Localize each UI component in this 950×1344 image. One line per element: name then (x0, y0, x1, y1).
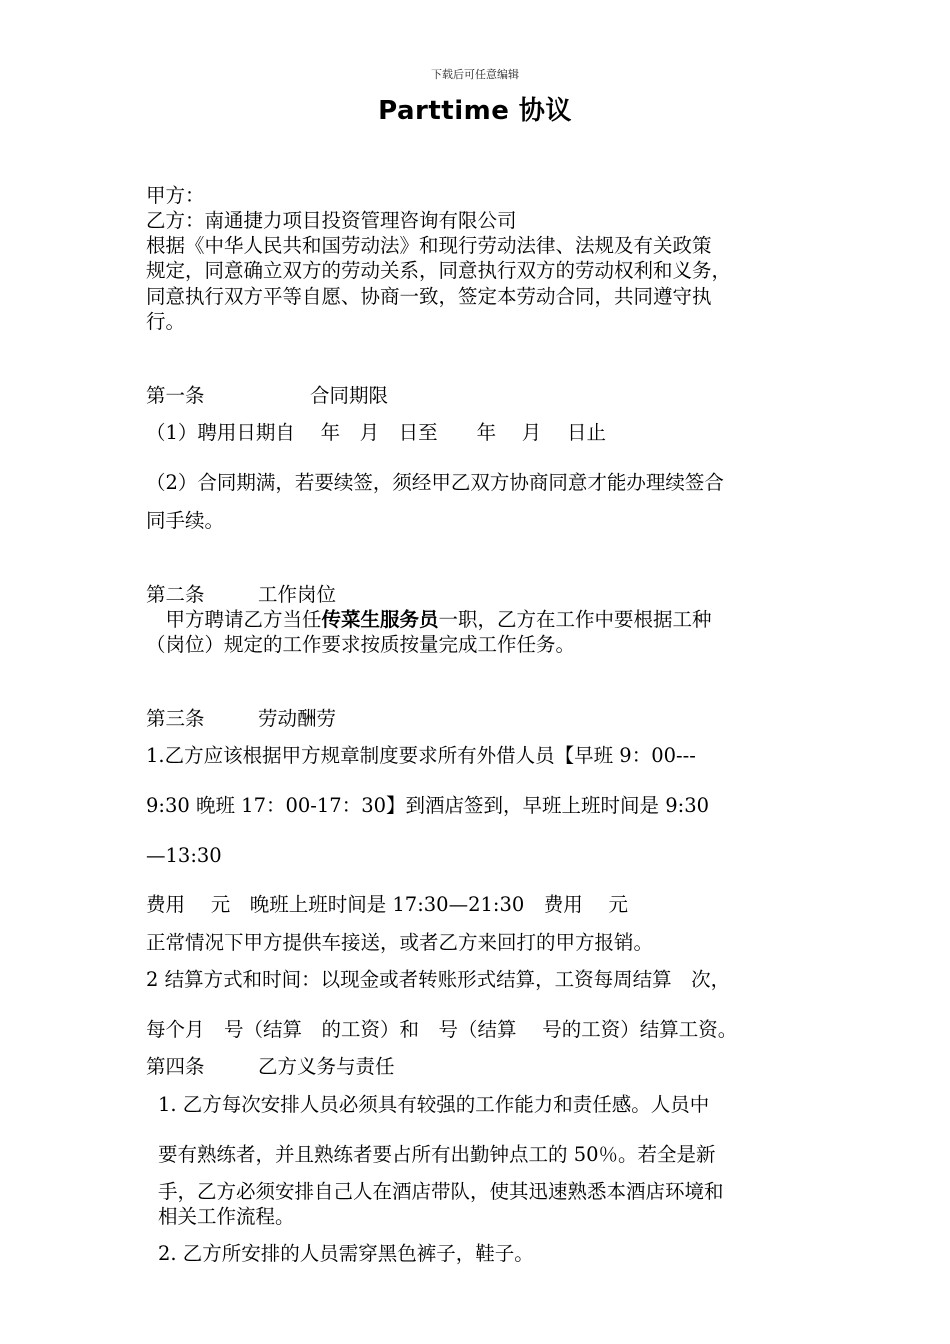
intro-line-1: 根据《中华人民共和国劳动法》和现行劳动法律、法规及有关政策 (146, 234, 712, 257)
article-1-title: 合同期限 (310, 384, 389, 407)
article-4-line-4: 相关工作流程。 (158, 1205, 295, 1228)
article-4-line-2: 要有熟练者，并且熟练者要占所有出勤钟点工的 50％。若全是新 (158, 1143, 716, 1166)
intro-line-3: 同意执行双方平等自愿、协商一致，签定本劳动合同，共同遵守执 (146, 285, 712, 308)
party-b-line: 乙方：南通捷力项目投资管理咨询有限公司 (146, 209, 517, 232)
article-3-number: 第三条 (146, 707, 205, 730)
page-title: Parttime 协议 (378, 96, 572, 126)
article-1-item-1: （1）聘用日期自 年 月 日至 年 月 日止 (146, 421, 607, 444)
article-2-text-pre: 甲方聘请乙方当任 (146, 608, 322, 631)
article-3-line-3: —13:30 (146, 844, 222, 867)
intro-line-4: 行。 (146, 310, 186, 333)
article-3-line-1: 1.乙方应该根据甲方规章制度要求所有外借人员【早班 9：00--- (146, 744, 696, 767)
article-2-title: 工作岗位 (258, 583, 337, 606)
article-3-line-2: 9:30 晚班 17：00-17：30】到酒店签到，早班上班时间是 9:30 (146, 794, 710, 817)
article-2-line-1 (146, 607, 712, 633)
article-1-number: 第一条 (146, 384, 205, 407)
article-4-line-3: 手，乙方必须安排自己人在酒店带队，使其迅速熟悉本酒店环境和 (158, 1180, 724, 1203)
article-2-text-post: 一职，乙方在工作中要根据工种 (438, 608, 712, 631)
party-a-line: 甲方： (146, 184, 205, 207)
article-3-title: 劳动酬劳 (258, 707, 337, 730)
article-3-line-5: 正常情况下甲方提供车接送，或者乙方来回打的甲方报销。 (146, 931, 654, 954)
article-4-line-5: 2. 乙方所安排的人员需穿黑色裤子，鞋子。 (158, 1242, 534, 1265)
article-1-item-2b: 同手续。 (146, 509, 225, 532)
article-3-line-7: 每个月 号（结算 的工资）和 号（结算 号的工资）结算工资。 (146, 1018, 738, 1041)
header-note: 下载后可任意编辑 (431, 68, 519, 81)
article-2-number: 第二条 (146, 583, 205, 606)
intro-line-2: 规定，同意确立双方的劳动关系，同意执行双方的劳动权利和义务， (146, 259, 732, 282)
article-1-item-2a: （2）合同期满，若要续签，须经甲乙双方协商同意才能办理续签合 (146, 471, 724, 494)
article-4-line-1: 1. 乙方每次安排人员必须具有较强的工作能力和责任感。人员中 (158, 1093, 710, 1116)
article-3-line-6: 2 结算方式和时间：以现金或者转账形式结算，工资每周结算 次， (146, 968, 731, 991)
article-4-number: 第四条 (146, 1055, 205, 1078)
article-2-line-2: （岗位）规定的工作要求按质按量完成工作任务。 (146, 633, 576, 656)
article-4-title: 乙方义务与责任 (258, 1055, 395, 1078)
job-title: 传菜生服务员 (321, 608, 439, 631)
article-3-line-4: 费用 元 晚班上班时间是 17:30—21:30 费用 元 (146, 893, 628, 916)
